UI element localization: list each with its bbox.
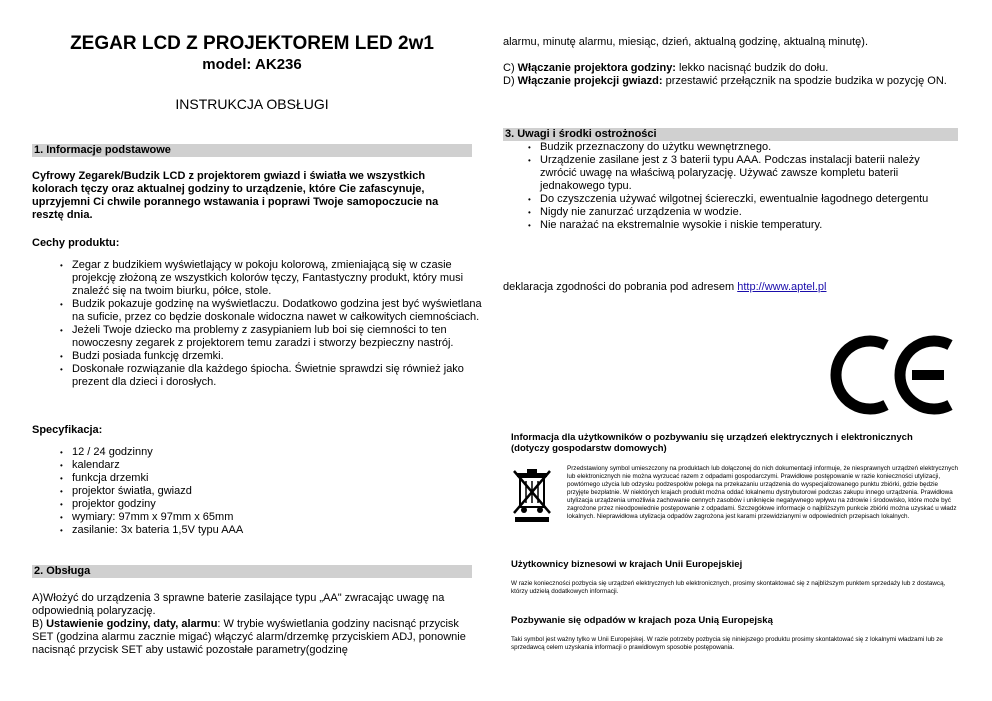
list-item: • projektor światła, gwiazd — [60, 485, 460, 498]
weee-title: Informacja dla użytkowników o pozbywaniu się urządzeń elektrycznych i elektronicznych (dotyczy gospodarstw domowych) — [511, 432, 913, 454]
step-d-prefix: D) — [503, 75, 518, 87]
ce-mark-icon — [828, 331, 958, 419]
step-c — [503, 62, 958, 75]
list-item: • Urządzenie zasilane jest z 3 baterii typu AAA. Podczas instalacji baterii należy zwrócić uwagę na właściwą polaryzację. Używać zawsze kompletu baterii jednakowego typu. — [528, 154, 958, 193]
safety-list — [528, 141, 958, 232]
spec-label: Specyfikacja: — [32, 424, 103, 436]
outside-eu-title: Pozbywanie się odpadów w krajach poza Unią Europejską — [511, 615, 773, 626]
step-b-text: : W trybie wyświetlania godziny nacisnąć przycisk SET (godzina alarmu zacznie migać) włączyć alarm/drzemkę przyciskiem ADJ, ponownie nacisnąć przycisk SET aby ustawić pozostałe parametry(godzinę — [32, 618, 466, 656]
list-item: • funkcja drzemki — [60, 472, 460, 485]
list-item: • Zegar z budzikiem wyświetlający w pokoju kolorową, zmieniającą się w czasie projekcję złożoną ze wszystkich kolorów tęczy, Fantastyczny produkt, który musi znaleźć się na twoim biurku, półce, stole. — [60, 259, 486, 298]
list-item: • Nie narażać na ekstremalnie wysokie i niskie temperatury. — [528, 219, 958, 232]
weee-body: Przedstawiony symbol umieszczony na produktach lub dołączonej do nich dokumentacji informuje, że niesprawnych urządzeń elektrycznych lub elektronicznych nie można wyrzucać razem z odpadami gospodarczymi. Prawidłowe postępowanie w razie konieczności utylizacji, powtórnego użycia lub odzysku podzespołów polega na przekazaniu urządzenia do wyspecjalizowanego punktu zbiórki, gdzie będzie przyjęte bezpłatnie. W niektórych krajach produkt można oddać lokalnemu dystrybutorowi podczas zakupu innego urządzenia. Prawidłowa utylizacja urządzenia umożliwia zachowanie cennych zasobów i uniknięcie negatywnego wpływu na zdrowie i środowisko, które może być zagrożone przez nieodpowiednie postępowanie z odpadami. Szczegółowe informacje o najbliższym punkcie zbiórki można uzyskać u władz lokalnych. Nieprawidłowa utylizacja odpadów zagrożona jest karami przewidzianymi w odpowiednich przepisach lokalnych. — [567, 465, 958, 520]
step-b — [32, 618, 477, 657]
intro-paragraph: Cyfrowy Zegarek/Budzik LCD z projektorem gwiazd i światła we wszystkich kolorach tęczy oraz aktualnej godziny to urządzenie, które Cie zafascynuje, uprzyjemni Ci chwile porannego wstawania i poprawi Twoje samopoczucie na resztę dnia. — [32, 170, 439, 221]
outside-eu-body: Taki symbol jest ważny tylko w Unii Europejskej. W razie potrzeby pozbycia się niniejszego produktu prosimy skontaktować się z lokalnymi władzami lub ze sprzedawcą celem uzyskania informacji o prawidłowym sposobie postępowania. — [511, 636, 943, 651]
step-b-title: Ustawienie godziny, daty, alarmu — [46, 618, 218, 630]
list-item: • Budzi posiada funkcję drzemki. — [60, 350, 486, 363]
step-b-prefix: B) — [32, 618, 47, 630]
step-c-prefix: C) — [503, 62, 518, 74]
list-item: • 12 / 24 godzinny — [60, 446, 460, 459]
step-b-continued: alarmu, minutę alarmu, miesiąc, dzień, aktualną godzinę, aktualną minutę). — [503, 36, 869, 48]
declaration-link[interactable]: http://www.aptel.pl — [737, 281, 827, 293]
list-item: • Nigdy nie zanurzać urządzenia w wodzie. — [528, 206, 958, 219]
model-number: model: AK236 — [202, 56, 302, 73]
declaration — [503, 281, 958, 294]
list-item: • wymiary: 97mm x 97mm x 65mm — [60, 511, 460, 524]
spec-list — [60, 446, 460, 537]
business-title: Użytkownicy biznesowi w krajach Unii Europejskiej — [511, 559, 743, 570]
list-item: • projektor godziny — [60, 498, 460, 511]
crossed-out-bin-icon — [511, 467, 553, 523]
section-1-heading: 1. Informacje podstawowe — [32, 144, 472, 157]
manual-heading: INSTRUKCJA OBSŁUGI — [175, 96, 329, 112]
list-item: • Budzik przeznaczony do użytku wewnętrznego. — [528, 141, 958, 154]
step-d-text: przestawić przełącznik na spodzie budzika w pozycję ON. — [662, 75, 947, 87]
list-item: • Budzik pokazuje godzinę na wyświetlaczu. Dodatkowo godzina jest być wyświetlana na suficie, przez co będzie doskonale widoczna nawet w całkowitych ciemnościach. — [60, 298, 486, 324]
features-label: Cechy produktu: — [32, 237, 120, 249]
features-list — [60, 259, 486, 389]
step-c-title: Włączanie projektora godziny: — [517, 62, 676, 74]
list-item: • Jeżeli Twoje dziecko ma problemy z zasypianiem lub boi się ciemności to ten nowoczesny zegarek z projektorem temu zaradzi i stworzy bezpieczny nastrój. — [60, 324, 486, 350]
section-2-heading: 2. Obsługa — [32, 565, 472, 578]
step-d — [503, 75, 958, 88]
declaration-text: deklaracja zgodności do pobrania pod adresem — [503, 281, 738, 293]
business-body: W razie konieczności pozbycia się urządzeń elektrycznych lub elektronicznych, prosimy skontaktować się z najbliższym punktem sprzedaży lub z dostawcą, którzy udzielą dodatkowych informacji. — [511, 580, 946, 595]
section-3-heading: 3. Uwagi i środki ostrożności — [503, 128, 958, 141]
step-a: A)Włożyć do urządzenia 3 sprawne baterie zasilające typu „AA" zwracając uwagę na odpowiednią polaryzację. — [32, 592, 445, 617]
list-item: • kalendarz — [60, 459, 460, 472]
list-item: • zasilanie: 3x bateria 1,5V typu AAA — [60, 524, 460, 537]
document-title: ZEGAR LCD Z PROJEKTOREM LED 2w1 — [70, 33, 434, 54]
step-c-text: lekko nacisnąć budzik do dołu. — [675, 62, 829, 74]
step-d-title: Włączanie projekcji gwiazd: — [517, 75, 663, 87]
list-item: • Do czyszczenia używać wilgotnej ściereczki, ewentualnie łagodnego detergentu — [528, 193, 958, 206]
list-item: • Doskonałe rozwiązanie dla każdego śpiocha. Świetnie sprawdzi się również jako prezent dla dzieci i dorosłych. — [60, 363, 486, 389]
